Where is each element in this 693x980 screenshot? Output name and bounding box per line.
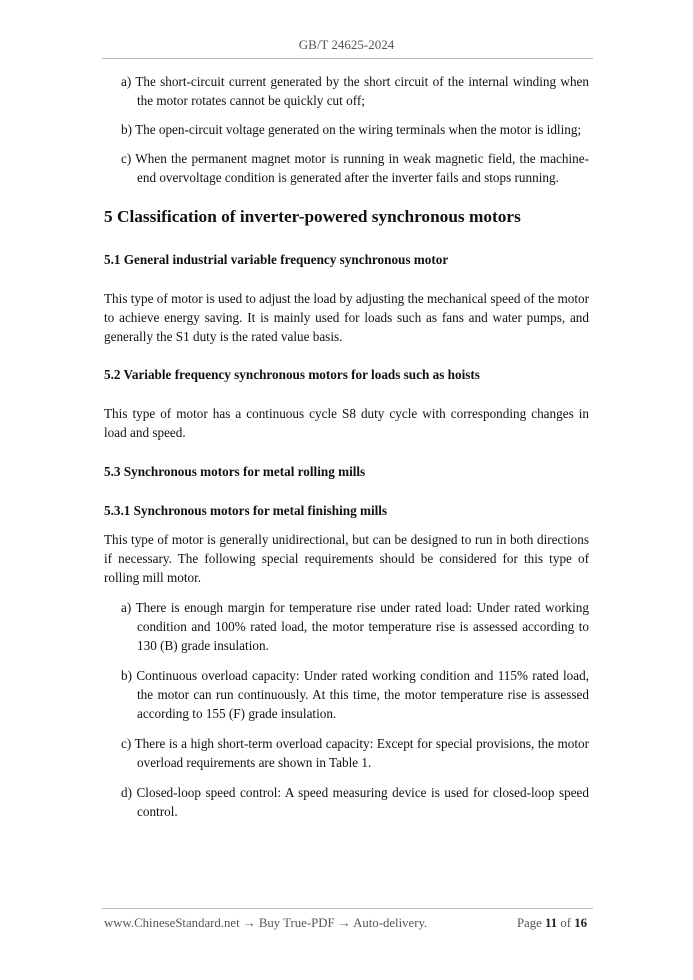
list-item — [104, 120, 589, 139]
header-divider — [102, 58, 593, 59]
list-text: When the permanent magnet motor is running in weak magnetic field, the machine-end overvoltage condition is generated after the inverter fails and stops running. — [135, 151, 589, 185]
list-marker: a) — [121, 74, 132, 89]
list-item — [104, 783, 589, 821]
section-5-3-1-body: This type of motor is generally unidirectional, but can be designed to run in both directions if necessary. The following special requirements should be considered for this type of rolling mill motor. — [104, 532, 589, 585]
list-text: The short-circuit current generated by the short circuit of the internal winding when the motor rotates cannot be quickly cut off; — [135, 74, 589, 108]
list-item — [104, 149, 589, 187]
page-footer — [104, 916, 587, 931]
list-item — [104, 734, 589, 772]
arrow-right-icon: → — [337, 916, 351, 930]
list-text: The open-circuit voltage generated on the wiring terminals when the motor is idling; — [135, 122, 582, 137]
list-bottom — [104, 598, 589, 821]
list-marker: d) — [121, 785, 132, 800]
section-5-2-heading: 5.2 Variable frequency synchronous motors for loads such as hoists — [104, 367, 480, 382]
section-5-3-heading: 5.3 Synchronous motors for metal rolling mills — [104, 464, 366, 479]
list-text: There is a high short-term overload capacity: Except for special provisions, the motor overload requirements are shown in Table 1. — [134, 736, 590, 770]
page-number: 11 — [545, 916, 558, 930]
footer-divider — [102, 908, 593, 909]
doc-id: GB/T 24625-2024 — [298, 37, 395, 52]
list-marker: a) — [121, 600, 132, 615]
section-5-1-heading: 5.1 General industrial variable frequency synchronous motor — [104, 252, 449, 267]
list-top — [104, 72, 589, 187]
auto-delivery-text: Auto-delivery. — [353, 916, 428, 930]
list-item — [104, 598, 589, 655]
list-marker: b) — [121, 122, 132, 137]
section-5-2-body: This type of motor has a continuous cycle S8 duty cycle with corresponding changes in load and speed. — [104, 406, 589, 440]
list-text: Continuous overload capacity: Under rated working condition and 115% rated load, the motor can run continuously. At this time, the motor temperature rise is assessed according to 155 (F) grade insulation. — [136, 668, 589, 721]
arrow-right-icon: → — [242, 916, 256, 930]
page-indicator — [517, 916, 587, 931]
list-item — [104, 666, 589, 723]
list-text: There is enough margin for temperature rise under rated load: Under rated working condition and 100% rated load, the motor temperature rise is assessed according to 130 (B) grade insulation. — [135, 600, 589, 653]
section-5-3-1-heading: 5.3.1 Synchronous motors for metal finishing mills — [104, 503, 388, 518]
site-link[interactable]: www.ChineseStandard.net — [104, 916, 240, 930]
list-marker: b) — [121, 668, 132, 683]
list-item — [104, 72, 589, 110]
buy-pdf-text: Buy True-PDF — [258, 916, 335, 930]
list-marker: c) — [121, 736, 132, 751]
page-label: Page — [516, 916, 542, 930]
page-total: 16 — [574, 916, 587, 930]
footer-left — [104, 916, 427, 931]
page-content — [104, 72, 589, 821]
of-label: of — [560, 916, 571, 930]
section-5-1-body: This type of motor is used to adjust the load by adjusting the mechanical speed of the motor to achieve energy saving. It is mainly used for loads such as fans and water pumps, and generally the S1 duty is the rated value basis. — [104, 291, 589, 344]
list-text: Closed-loop speed control: A speed measuring device is used for closed-loop speed control. — [136, 785, 589, 819]
page-header — [0, 37, 693, 53]
list-marker: c) — [121, 151, 132, 166]
section-5-heading: 5 Classification of inverter-powered synchronous motors — [104, 207, 521, 226]
